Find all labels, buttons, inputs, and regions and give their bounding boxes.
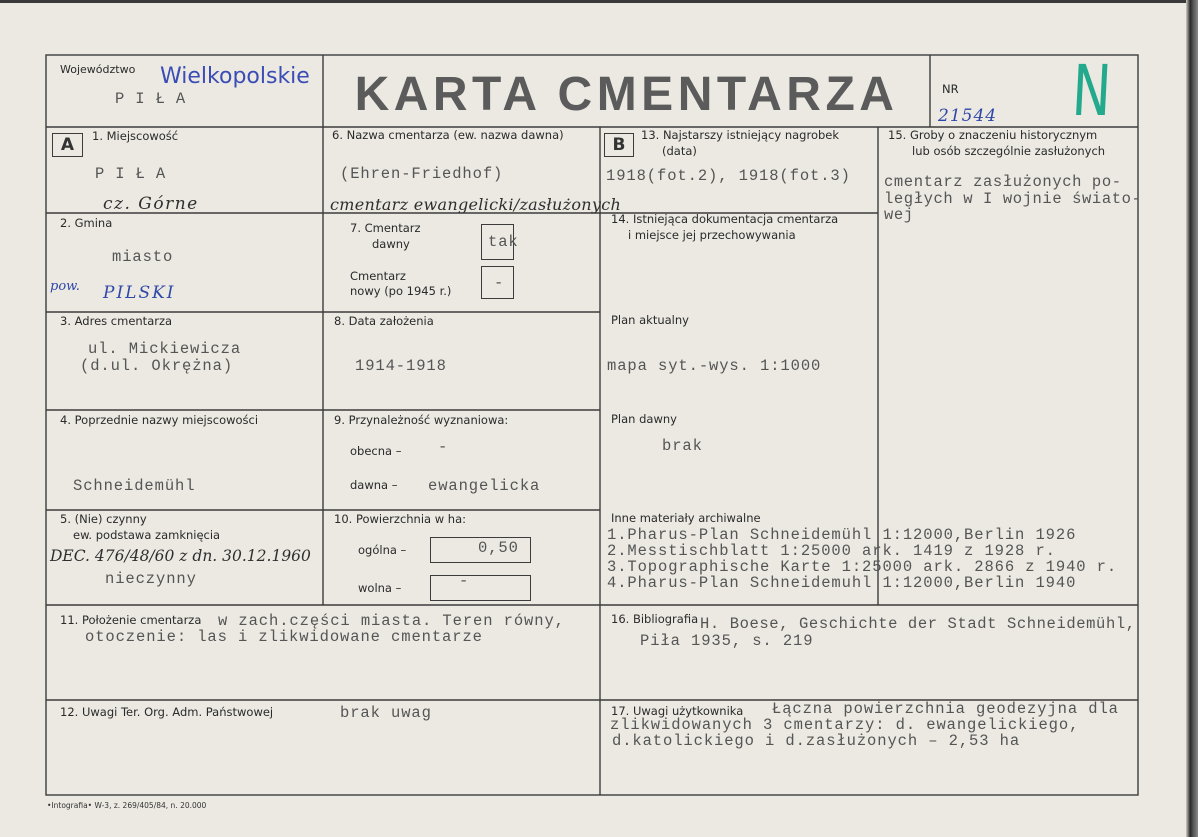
user-remarks-line: Łączna powierzchnia geodezyjna dla: [772, 700, 1119, 718]
commune-typed: miasto: [112, 248, 174, 266]
historic-graves-sublabel: lub osób szczególnie zasłużonych: [912, 144, 1106, 158]
commune-handwritten: PILSKI: [103, 283, 176, 303]
section-a-letter-box: [52, 133, 83, 157]
oldest-tombstone-label: 13. Najstarszy istniejący nagrobek: [641, 128, 840, 142]
documentation-sublabel: i miejsce jej przechowywania: [628, 228, 796, 242]
area-total-label: ogólna –: [358, 543, 407, 557]
locality-typed: PIŁA: [95, 165, 177, 183]
section-a-letter: A: [60, 135, 75, 155]
cemetery-old-value: tak: [488, 233, 519, 251]
current-plan-label: Plan aktualny: [611, 313, 689, 327]
old-plan-label: Plan dawny: [611, 412, 677, 426]
bibliography-label: 16. Bibliografia: [611, 612, 699, 626]
cemetery-new-label: Cmentarz: [350, 269, 406, 283]
commune-label: 2. Gmina: [60, 216, 113, 230]
cemetery-name-typed: (Ehren-Friedhof): [340, 165, 504, 183]
voivodeship-stamp: Wielkopolskie: [160, 64, 310, 89]
cemetery-name-handwritten: cmentarz ewangelicki/zasłużonych: [330, 195, 622, 214]
nr-green-mark: N: [1070, 51, 1114, 133]
other-material-item: 4.Pharus-Plan Schneidemuhl 1:12000,Berlin 1940: [607, 574, 1077, 592]
oldest-tombstone-typed: 1918(fot.2), 1918(fot.3): [606, 167, 851, 185]
status-sublabel: ew. podstawa zamknięcia: [73, 528, 221, 542]
address-line: ul. Mickiewicza: [88, 340, 242, 358]
denomination-former-label: dawna –: [350, 478, 398, 492]
admin-remarks-typed: brak uwag: [340, 704, 432, 722]
founded-typed: 1914-1918: [355, 357, 447, 375]
location-line: otoczenie: las i zlikwidowane cmentarze: [85, 628, 483, 646]
previous-names-typed: Schneidemühl: [73, 477, 196, 495]
print-info: •Intografia• W-3, z. 269/405/84, n. 20.000: [47, 801, 207, 810]
user-remarks-label: 17. Uwagi użytkownika: [611, 704, 744, 718]
cemetery-old-label: dawny: [372, 237, 410, 251]
current-plan-typed: mapa syt.-wys. 1:1000: [607, 357, 822, 375]
historic-graves-label: 15. Groby o znaczeniu historycznym: [888, 128, 1098, 142]
cemetery-name-label: 6. Nazwa cmentarza (ew. nazwa dawna): [332, 128, 564, 142]
address-line: (d.ul. Okrężna): [80, 357, 234, 375]
denomination-current-value: -: [438, 438, 449, 456]
other-materials-label: Inne materiały archiwalne: [611, 511, 761, 525]
voivodeship-label: Województwo: [60, 63, 136, 76]
cemetery-type-label: 7. Cmentarz: [350, 221, 421, 235]
status-handwritten: DEC. 476/48/60 z dn. 30.12.1960: [50, 547, 311, 565]
location-label: 11. Położenie cmentarza: [60, 613, 202, 627]
section-b-letter-box: [604, 133, 634, 157]
other-material-item: 1.Pharus-Plan Schneidemühl 1:12000,Berlin 1926: [607, 526, 1077, 544]
cemetery-new-value: -: [494, 274, 505, 292]
status-typed: nieczynny: [105, 570, 197, 588]
denomination-label: 9. Przynależność wyznaniowa:: [334, 413, 509, 427]
old-plan-typed: brak: [662, 437, 703, 455]
area-free-value: -: [459, 572, 470, 590]
admin-remarks-label: 12. Uwagi Ter. Org. Adm. Państwowej: [60, 705, 274, 719]
user-remarks-line: d.katolickiego i d.zasłużonych – 2,53 ha: [612, 732, 1021, 750]
denomination-former-value: ewangelicka: [428, 477, 541, 495]
nr-label: NR: [942, 82, 959, 96]
bibliography-line: Piła 1935, s. 219: [640, 632, 814, 650]
user-remarks-line: zlikwidowanych 3 cmentarzy: d. ewangelickiego,: [610, 716, 1080, 734]
area-total-value: 0,50: [478, 539, 519, 557]
cemetery-new-sublabel: nowy (po 1945 r.): [350, 284, 452, 298]
locality-label: 1. Miejscowość: [92, 129, 179, 143]
address-label: 3. Adres cmentarza: [60, 314, 173, 328]
locality-handwritten: cz. Górne: [103, 194, 199, 214]
oldest-tombstone-sublabel: (data): [662, 144, 697, 158]
historic-graves-line: cmentarz zasłużonych po-: [884, 173, 1122, 191]
voivodeship-typed: PIŁA: [115, 90, 197, 108]
scan-edge-right: [1186, 0, 1198, 837]
denomination-current-label: obecna –: [350, 444, 402, 458]
scan-edge-top: [0, 0, 1198, 3]
historic-graves-line: ległych w I wojnie świato-: [884, 190, 1142, 208]
other-material-item: 3.Topographische Karte 1:25000 ark. 2866 z 1940 r.: [607, 558, 1118, 576]
area-free-box: [430, 572, 531, 601]
commune-handwritten-prefix: pow.: [50, 279, 80, 294]
area-free-label: wolna –: [358, 581, 402, 595]
previous-names-label: 4. Poprzednie nazwy miejscowości: [60, 413, 259, 427]
other-material-item: 2.Messtischblatt 1:25000 ark. 1419 z 1928 r.: [607, 542, 1056, 560]
area-label: 10. Powierzchnia w ha:: [334, 512, 467, 526]
historic-graves-line: wej: [884, 206, 914, 224]
founded-label: 8. Data założenia: [334, 314, 434, 328]
bibliography-line: H. Boese, Geschichte der Stadt Schneidemühl,: [700, 615, 1136, 633]
nr-value: 21544: [938, 106, 998, 126]
status-label: 5. (Nie) czynny: [60, 512, 147, 526]
location-line: w zach.części miasta. Teren równy,: [218, 612, 565, 630]
card-title: KARTA CMENTARZA: [354, 68, 899, 121]
documentation-label: 14. Istniejąca dokumentacja cmentarza: [611, 212, 839, 226]
section-b-letter: B: [612, 135, 626, 155]
